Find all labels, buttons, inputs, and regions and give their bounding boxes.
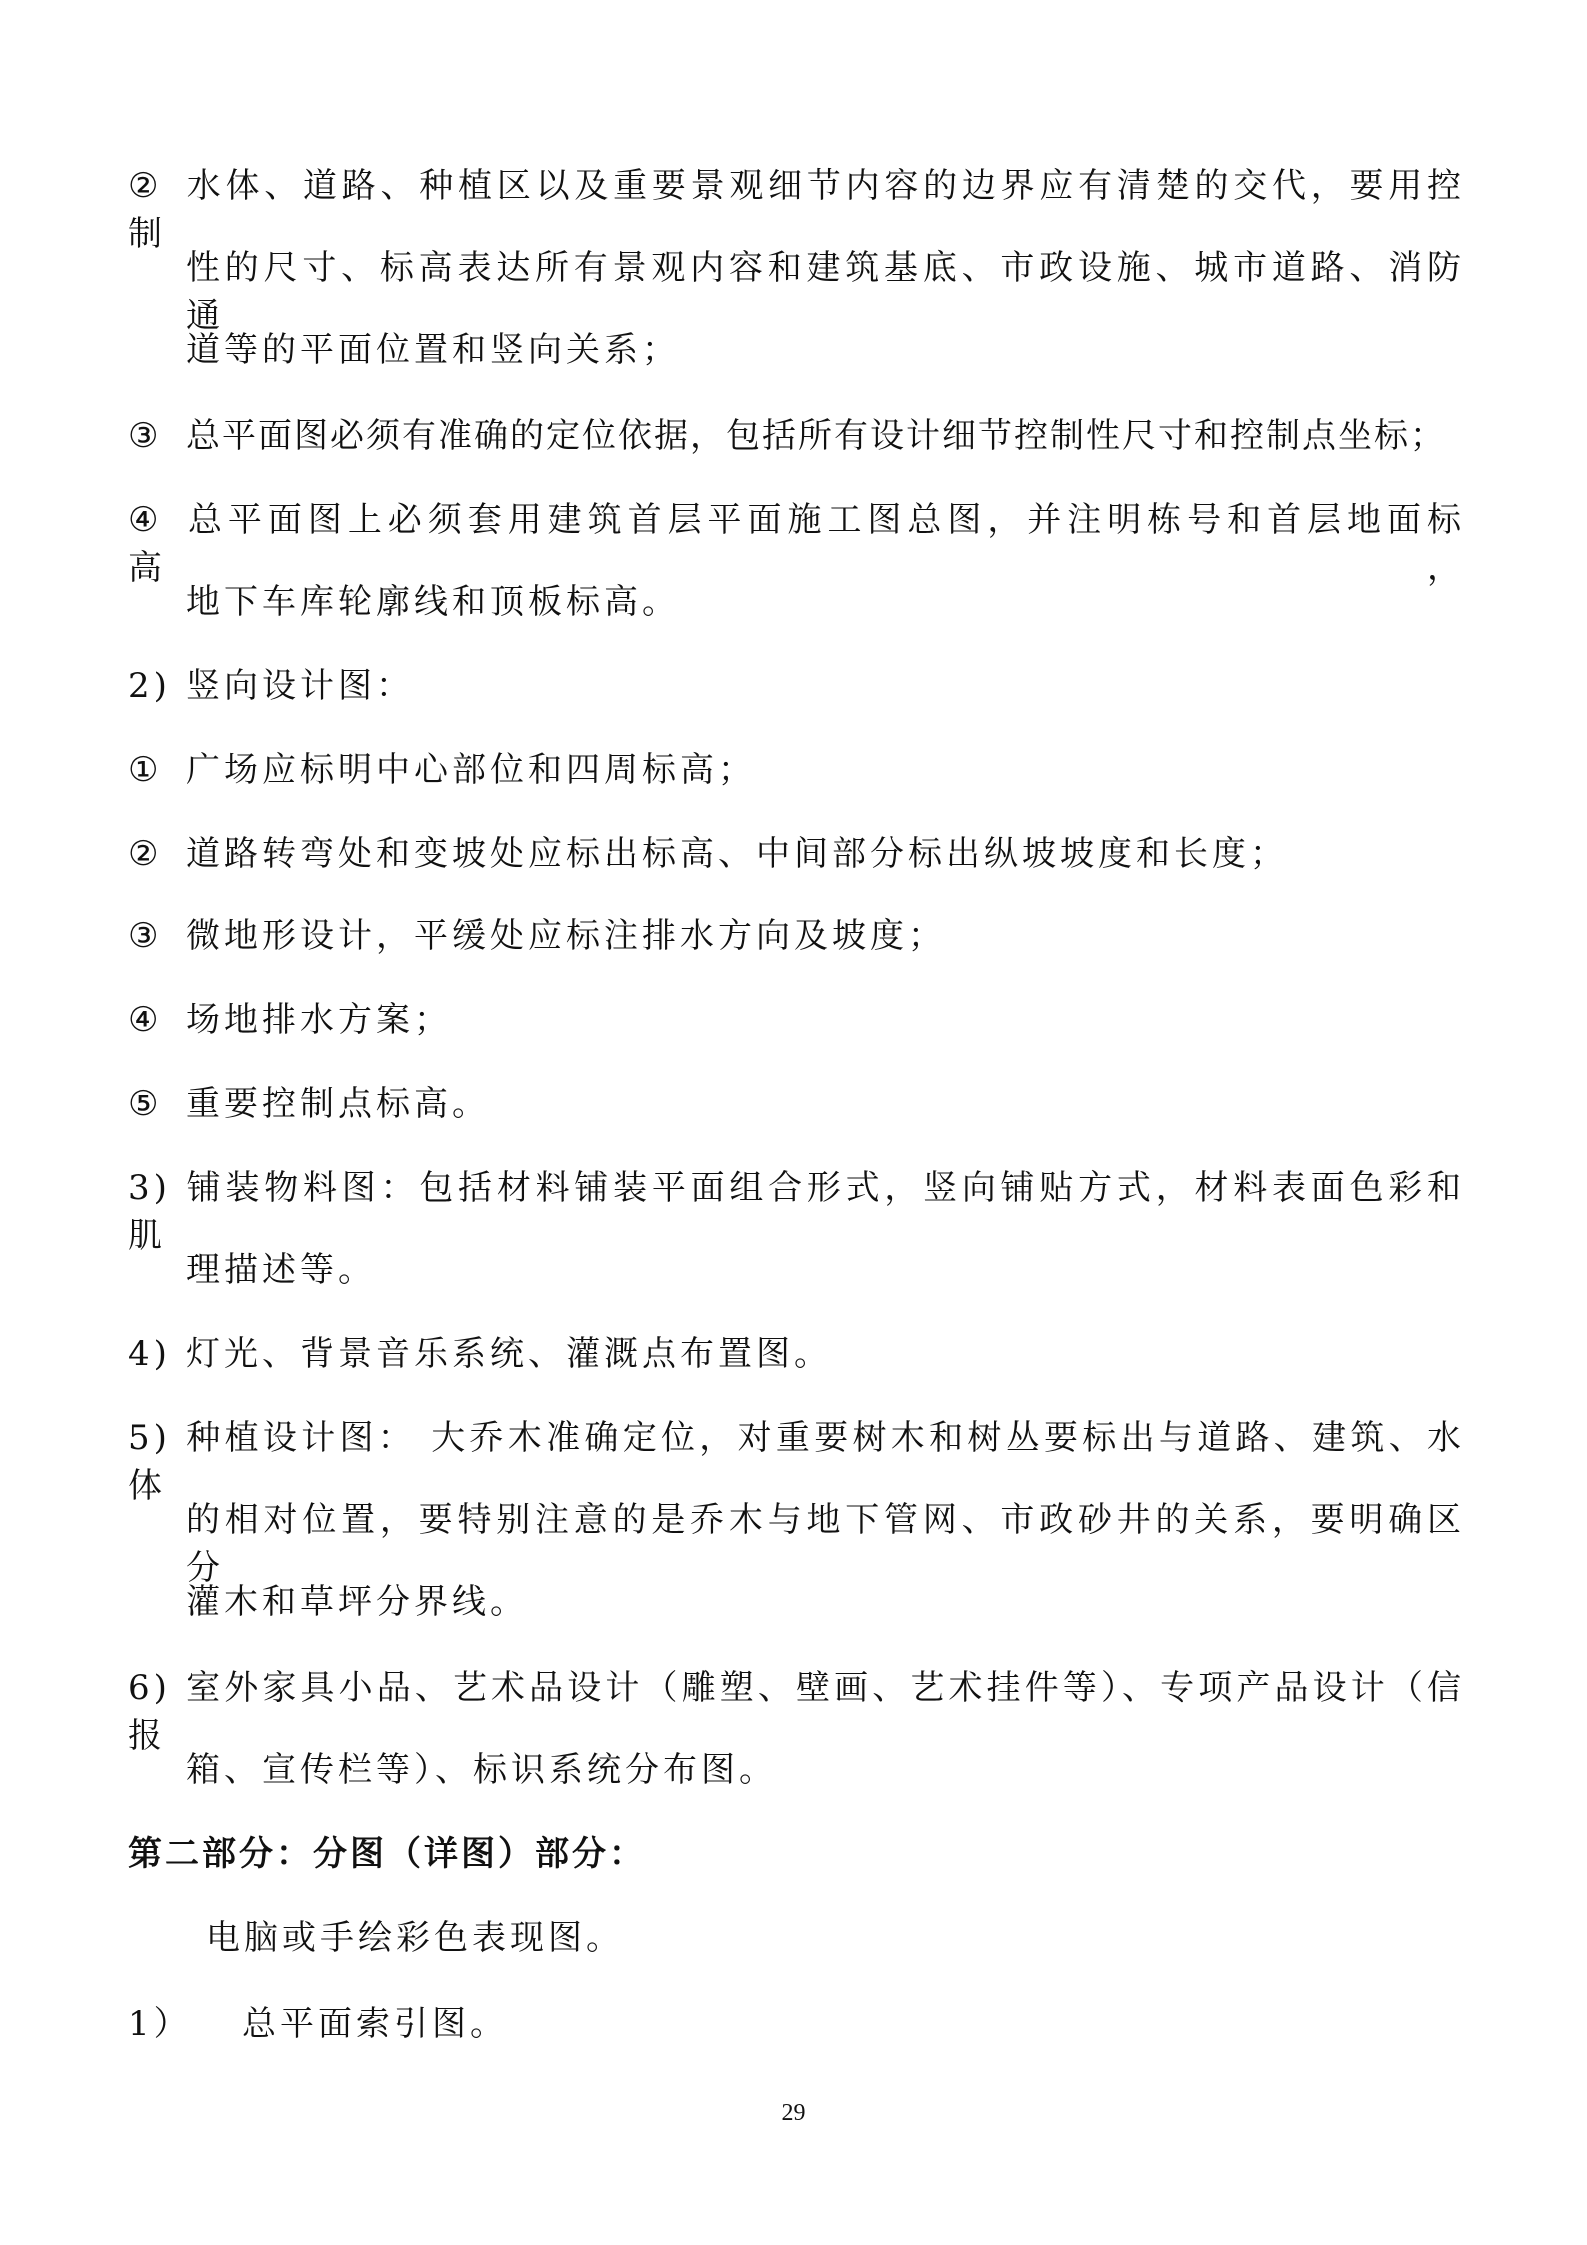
item-marker: 3) (128, 1168, 171, 1208)
item-marker: 4) (128, 1334, 171, 1374)
section-heading: 第二部分：分图（详图）部分： (128, 1834, 646, 1874)
paragraph-line (128, 662, 414, 710)
paragraph-text: 的相对位置，要特别注意的是乔木与地下管网、市政砂井的关系，要明确区分 (186, 1500, 1465, 1588)
paragraph-text: 总平面图必须有准确的定位依据，包括所有设计细节控制性尺寸和控制点坐标； (186, 416, 1446, 456)
paragraph-text: 水体、道路、种植区以及重要景观细节内容的边界应有清楚的交代，要用控制 (128, 166, 1465, 254)
paragraph-text: 箱、宣传栏等）、标识系统分布图。 (186, 1750, 777, 1790)
paragraph-line (186, 1746, 777, 1794)
paragraph-line (128, 2000, 508, 2048)
item-marker: 1） (128, 2004, 192, 2044)
paragraph-text: 性的尺寸、标高表达所有景观内容和建筑基底、市政设施、城市道路、消防通 (186, 248, 1465, 336)
paragraph-text: 地下车库轮廓线和顶板标高。 (186, 582, 680, 622)
paragraph-text: 广场应标明中心部位和四周标高； (186, 750, 756, 790)
paragraph-text: 道等的平面位置和竖向关系； (186, 330, 680, 370)
paragraph-line (128, 996, 452, 1044)
paragraph-text: 微地形设计，平缓处应标注排水方向及坡度； (186, 916, 946, 956)
item-marker: ② (128, 166, 163, 206)
item-marker: 6) (128, 1668, 171, 1708)
item-marker: ① (128, 750, 163, 790)
paragraph-text: 理描述等。 (186, 1250, 376, 1290)
item-marker: 5) (128, 1418, 171, 1458)
paragraph-text: 铺装物料图：包括材料铺装平面组合形式，竖向铺贴方式，材料表面色彩和肌 (128, 1168, 1465, 1256)
item-marker: ④ (128, 500, 163, 540)
item-marker: ⑤ (128, 1084, 163, 1124)
paragraph-text: 种植设计图： 大乔木准确定位，对重要树木和树丛要标出与道路、建筑、水体 (128, 1418, 1465, 1506)
paragraph-line (186, 326, 680, 374)
paragraph-text: 场地排水方案； (186, 1000, 452, 1040)
paragraph-text: 总平面索引图。 (242, 2004, 508, 2044)
paragraph-text: 道路转弯处和变坡处应标出标高、中间部分标出纵坡坡度和长度； (186, 834, 1288, 874)
paragraph-line (186, 1578, 528, 1626)
paragraph-line (128, 1330, 832, 1378)
item-marker: ② (128, 834, 163, 874)
intro-paragraph: 电脑或手绘彩色表现图。 (206, 1918, 624, 1958)
paragraph-text: 室外家具小品、艺术品设计（雕塑、壁画、艺术挂件等）、专项产品设计（信报 (128, 1668, 1465, 1756)
paragraph-line (128, 1080, 490, 1128)
paragraph-line (186, 1246, 376, 1294)
paragraph-line (186, 578, 680, 626)
paragraph-line (128, 746, 756, 794)
paragraph-text: 总平面图上必须套用建筑首层平面施工图总图，并注明栋号和首层地面标高， (128, 500, 1465, 588)
paragraph-text: 灌木和草坪分界线。 (186, 1582, 528, 1622)
paragraph-text: 竖向设计图： (186, 666, 414, 706)
paragraph-text: 重要控制点标高。 (186, 1084, 490, 1124)
paragraph-line (128, 412, 1446, 460)
item-marker: ④ (128, 1000, 163, 1040)
paragraph-text: 灯光、背景音乐系统、灌溉点布置图。 (186, 1334, 832, 1374)
item-marker: ③ (128, 916, 163, 956)
page-number: 29 (781, 2100, 806, 2126)
paragraph-line (128, 912, 946, 960)
paragraph-line (128, 830, 1288, 878)
item-marker: 2) (128, 666, 171, 706)
item-marker: ③ (128, 416, 161, 456)
